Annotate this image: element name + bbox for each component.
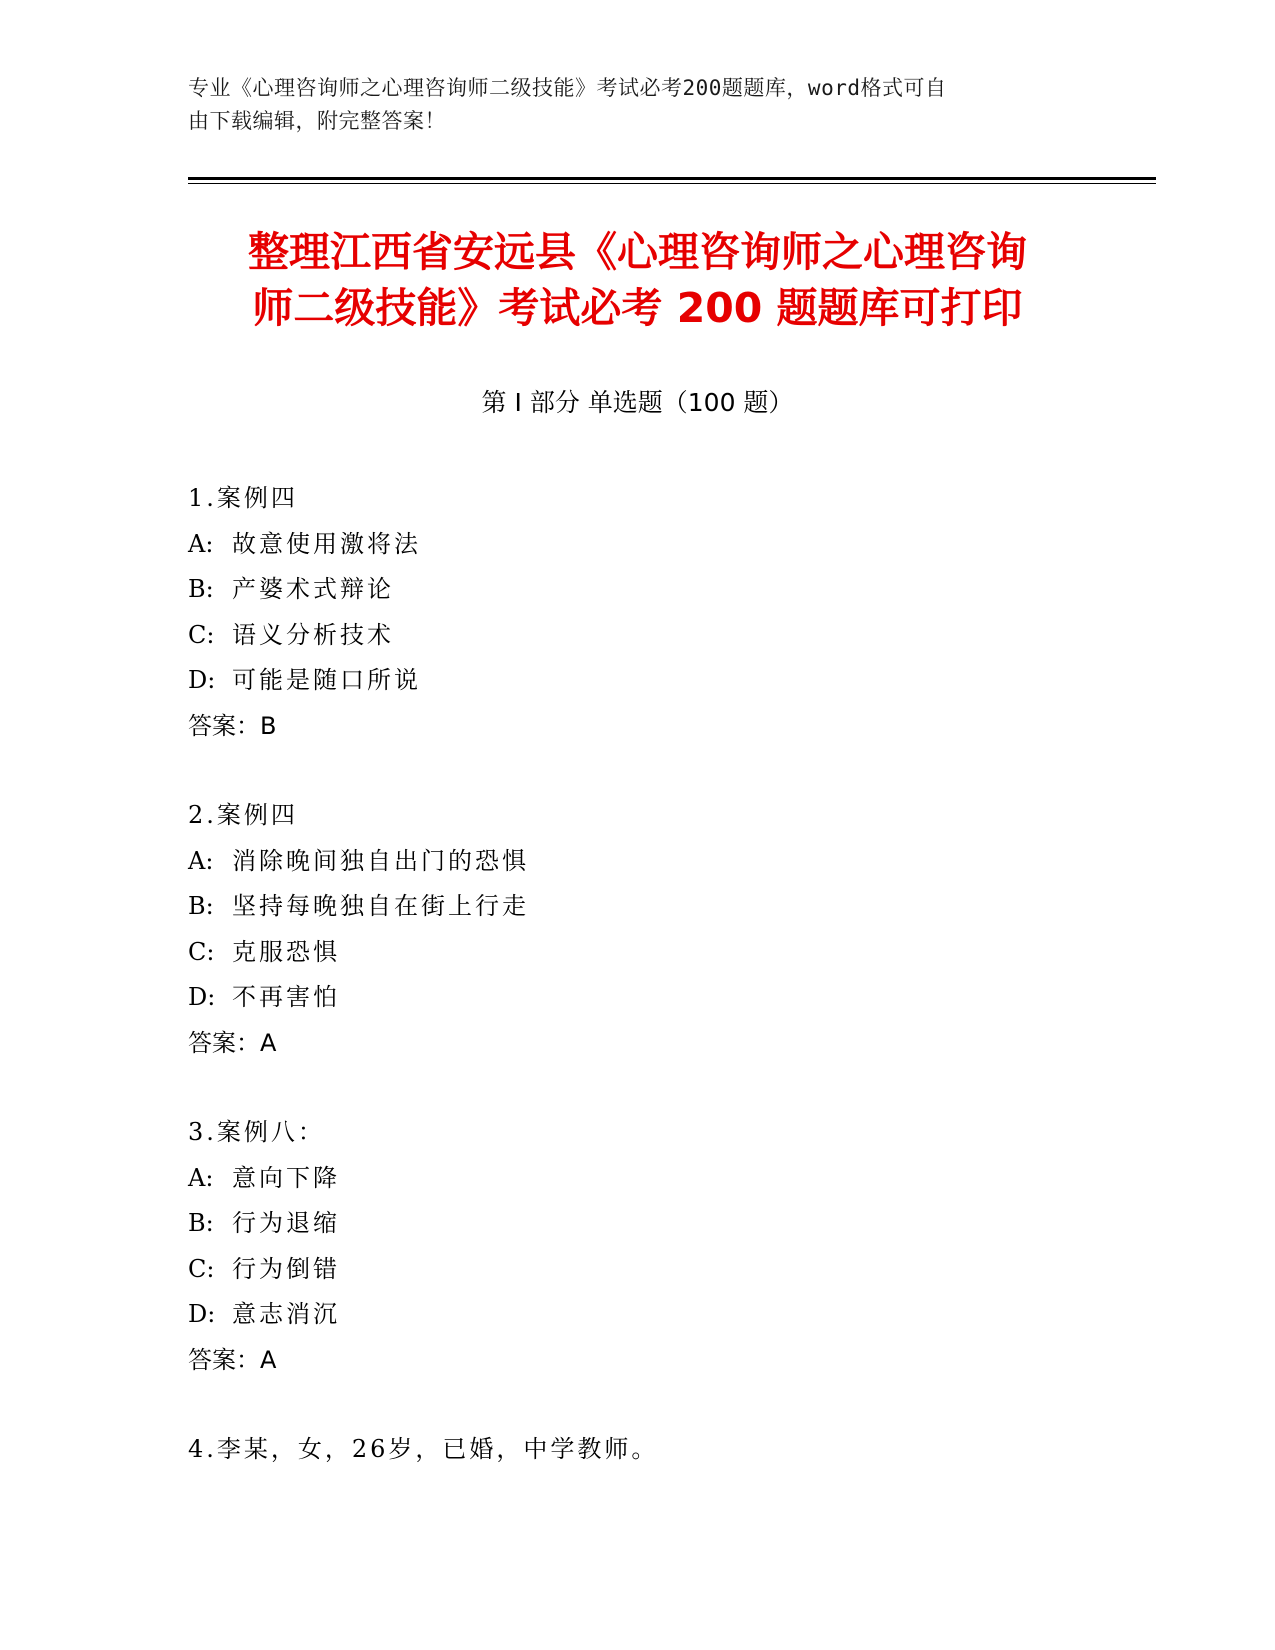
option-letter: B: [188,892,214,920]
question-stem: 2.案例四 [188,801,298,829]
option-b [188,567,1088,613]
option-text: 不再害怕 [232,983,340,1011]
answer-line: 答案：A [188,1345,277,1374]
option-c [188,1247,1088,1293]
option-text: 产婆术式辩论 [232,575,394,603]
document-title [100,224,1175,336]
option-letter: D: [188,666,216,694]
option-letter: A: [188,846,214,875]
option-letter: C: [188,620,215,649]
option-text: 坚持每晚独自在街上行走 [232,892,529,920]
document-title-line-2: 师二级技能》考试必考 200 题题库可打印 [252,284,1023,332]
question-3 [188,1110,1088,1383]
option-text: 可能是随口所说 [232,666,421,694]
option-c [188,613,1088,659]
option-letter: B: [188,1209,214,1237]
option-a [188,1156,1088,1202]
question-2 [188,793,1088,1066]
option-letter: C: [188,1254,215,1283]
question-1 [188,476,1088,749]
option-text: 行为退缩 [232,1209,340,1237]
question-4 [188,1427,1088,1473]
option-a [188,839,1088,885]
option-letter: D: [188,983,216,1011]
option-b [188,884,1088,930]
answer-line: 答案：A [188,1028,277,1057]
question-list [188,476,1088,1517]
option-a [188,522,1088,568]
section-heading: 第 I 部分 单选题（100 题） [481,388,794,417]
option-letter: A: [188,1163,214,1192]
document-title-line-1: 整理江西省安远县《心理咨询师之心理咨询 [248,228,1027,276]
option-text: 故意使用激将法 [232,529,421,558]
option-b [188,1201,1088,1247]
option-text: 消除晚间独自出门的恐惧 [232,846,529,875]
option-text: 意志消沉 [232,1300,340,1328]
option-letter: B: [188,575,214,603]
option-letter: A: [188,529,214,558]
question-stem: 4.李某，女，26岁，已婚，中学教师。 [188,1435,659,1463]
answer-line: 答案：B [188,711,277,740]
option-letter: D: [188,1300,216,1328]
option-letter: C: [188,937,215,966]
question-stem: 1.案例四 [188,484,298,512]
header-divider-thick [188,177,1156,180]
header-divider-thin [188,183,1156,184]
option-text: 语义分析技术 [232,620,394,649]
question-stem: 3.案例八： [188,1118,325,1146]
option-text: 意向下降 [232,1163,340,1192]
header-note-line-2: 由下载编辑，附完整答案！ [188,109,446,133]
option-text: 克服恐惧 [232,937,340,966]
option-text: 行为倒错 [232,1254,340,1283]
option-d [188,1292,1088,1338]
option-d [188,975,1088,1021]
option-d [188,658,1088,704]
header-note [188,72,1078,138]
option-c [188,930,1088,976]
header-note-line-1: 专业《心理咨询师之心理咨询师二级技能》考试必考200题题库，word格式可自 [188,76,947,100]
